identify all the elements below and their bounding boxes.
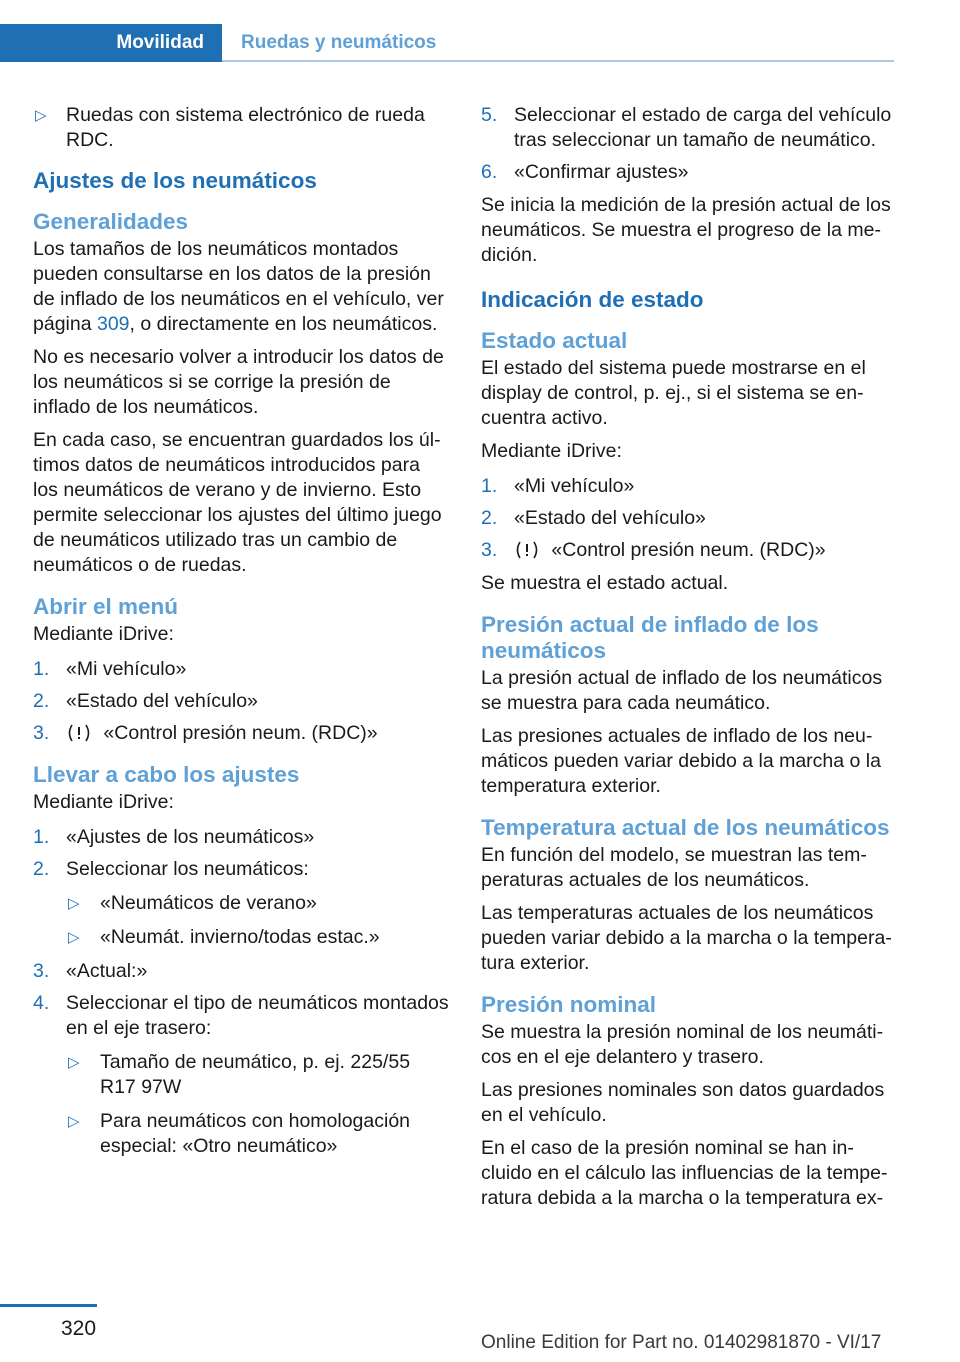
page-link-309[interactable]: 309	[96, 313, 130, 335]
paragraph: La presión actual de inflado de los neumáticos se muestra para cada neumático.	[481, 667, 883, 714]
list-item	[33, 959, 449, 984]
step-number: 4.	[33, 992, 50, 1014]
menu-steps-list	[33, 657, 449, 746]
tire-pressure-warning-icon	[514, 541, 540, 559]
list-item	[481, 103, 897, 153]
step-number: 3.	[33, 960, 50, 982]
section-heading-indicacion: Indicación de estado	[481, 287, 704, 312]
edition-note: Online Edition for Part no. 01402981870 - VI/17	[481, 1332, 882, 1353]
triangle-right-icon: ▷	[68, 1054, 80, 1071]
sub-item-text: Para neumáticos con homologación especial: «Otro neumático»	[100, 1110, 411, 1157]
paragraph-text: , o directamente en los neumáticos.	[129, 313, 438, 335]
list-item	[33, 103, 449, 153]
step-text: «Mi vehículo»	[514, 475, 635, 497]
paragraph: Mediante iDrive:	[33, 791, 174, 813]
list-item	[481, 474, 897, 499]
list-item	[481, 506, 897, 531]
step-text: «Ajustes de los neumáticos»	[66, 826, 315, 848]
list-item	[481, 160, 897, 185]
step-text: «Actual:»	[66, 960, 148, 982]
paragraph: Se inicia la medición de la presión actual de los neumáticos. Se muestra el progreso de la medición.	[481, 194, 891, 266]
paragraph: En el caso de la presión nominal se han incluido en el cálculo las influencias de la temperatura debida a la marcha o la temperatura ex‐	[481, 1137, 888, 1209]
footer-rule	[0, 1304, 97, 1307]
subheading-temperatura-actual: Temperatura actual de los neumáticos	[481, 815, 890, 840]
list-item	[481, 538, 897, 563]
subheading-estado-actual: Estado actual	[481, 328, 628, 353]
section-heading-ajustes: Ajustes de los neumáticos	[33, 168, 317, 193]
step-number: 6.	[481, 161, 498, 183]
sub-item-text: «Neumáticos de verano»	[100, 892, 317, 914]
step-text: «Control presión neum. (RDC)»	[551, 539, 826, 561]
header-tabbar	[0, 24, 894, 62]
subheading-abrir-menu: Abrir el menú	[33, 594, 179, 619]
triangle-right-icon: ▷	[68, 929, 80, 946]
step-text: Seleccionar los neumáticos:	[66, 858, 309, 880]
paragraph: Se muestra el estado actual.	[481, 572, 729, 594]
step-number: 3.	[481, 539, 498, 561]
list-item	[33, 825, 449, 850]
sub-list-item	[66, 891, 449, 916]
step-number: 1.	[481, 475, 498, 497]
paragraph: Se muestra la presión nominal de los neumáticos en el eje delantero y trasero.	[481, 1021, 884, 1068]
right-column	[481, 103, 897, 1219]
triangle-right-icon: ▷	[35, 107, 47, 124]
intro-list	[33, 103, 449, 153]
paragraph-text: Los tamaños de los neumáticos montados pueden consultarse en los datos de la presión de inflado de los neumáticos en el vehículo, ver página	[33, 238, 444, 335]
list-item-text: Ruedas con sistema electrónico de rueda RDC.	[66, 104, 425, 151]
subheading-presion-actual: Presión actual de inflado de los neumáticos	[481, 612, 819, 663]
step-text: «Control presión neum. (RDC)»	[103, 722, 378, 744]
paragraph: Las presiones actuales de inflado de los neumáticos pueden variar debido a la marcha o la temperatura exterior.	[481, 725, 881, 797]
paragraph: Mediante iDrive:	[481, 440, 622, 462]
list-item	[33, 689, 449, 714]
step-text: «Confirmar ajustes»	[514, 161, 689, 183]
step-number: 5.	[481, 104, 498, 126]
step-number: 2.	[481, 507, 498, 529]
paragraph: En cada caso, se encuentran guardados los últimos datos de neumáticos introducidos para los neumáticos de verano y de invierno. Esto permite seleccionar los ajustes del último juego de neumáticos utilizado tras un cambio de neumáticos o de ruedas.	[33, 429, 442, 576]
subheading-llevar-ajustes: Llevar a cabo los ajustes	[33, 762, 300, 787]
paragraph: Las presiones nominales son datos guardados en el vehículo.	[481, 1079, 885, 1126]
step-number: 2.	[33, 858, 50, 880]
list-item	[33, 991, 449, 1159]
page-number: 320	[61, 1317, 97, 1340]
header-rule	[222, 60, 894, 62]
sub-list	[66, 1050, 449, 1159]
paragraph: El estado del sistema puede mostrarse en el display de control, p. ej., si el sistema se encuentra activo.	[481, 357, 866, 429]
sub-item-text: «Neumát. invierno/todas estac.»	[100, 926, 380, 948]
sub-list-item	[66, 925, 449, 950]
step-number: 2.	[33, 690, 50, 712]
setup-steps-continued	[481, 103, 897, 185]
paragraph: Las temperaturas actuales de los neumáticos pueden variar debido a la marcha o la temperatura exterior.	[481, 902, 892, 974]
step-number: 1.	[33, 826, 50, 848]
step-number: 1.	[33, 658, 50, 680]
list-item	[33, 857, 449, 950]
step-text: «Estado del vehículo»	[66, 690, 258, 712]
triangle-right-icon: ▷	[68, 1113, 80, 1130]
status-steps-list	[481, 474, 897, 563]
paragraph	[33, 237, 449, 337]
step-number: 3.	[33, 722, 50, 744]
sub-list-item	[66, 1050, 449, 1100]
triangle-right-icon: ▷	[68, 895, 80, 912]
step-text: «Mi vehículo»	[66, 658, 187, 680]
tab-movilidad[interactable]: Movilidad	[0, 24, 222, 62]
list-item	[33, 721, 449, 746]
paragraph: No es necesario volver a introducir los datos de los neumáticos si se corrige la presión de inflado de los neumáticos.	[33, 346, 444, 418]
paragraph: Mediante iDrive:	[33, 623, 174, 645]
step-text: «Estado del vehículo»	[514, 507, 706, 529]
list-item	[33, 657, 449, 682]
tab-ruedas-neumaticos[interactable]: Ruedas y neumáticos	[241, 32, 437, 53]
subheading-generalidades: Generalidades	[33, 209, 189, 234]
paragraph: En función del modelo, se muestran las temperaturas actuales de los neumáticos.	[481, 844, 867, 891]
sub-list-item	[66, 1109, 449, 1159]
step-text: Seleccionar el estado de carga del vehículo tras seleccionar un tamaño de neumático.	[514, 104, 892, 151]
sub-list	[66, 891, 449, 950]
setup-steps-list	[33, 825, 449, 1159]
step-text: Seleccionar el tipo de neumáticos montados en el eje trasero:	[66, 992, 449, 1039]
sub-item-text: Tamaño de neumático, p. ej. 225/55 R17 97W	[100, 1051, 411, 1098]
left-column	[33, 103, 449, 1168]
tire-pressure-warning-icon	[66, 724, 92, 742]
subheading-presion-nominal: Presión nominal	[481, 992, 657, 1017]
